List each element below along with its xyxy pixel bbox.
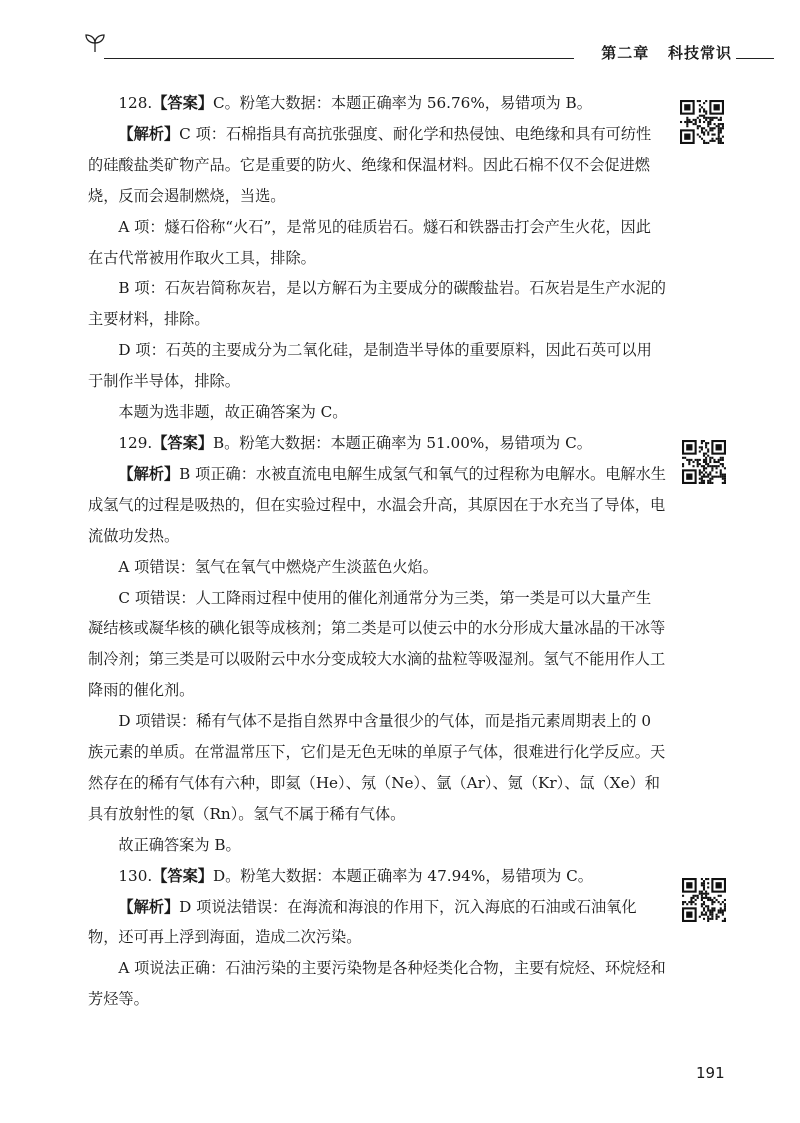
question-number: 128. — [118, 94, 153, 112]
explanation-tag: 【解析】 — [118, 124, 180, 143]
answer-line-128 — [88, 88, 666, 119]
answer-line-129 — [88, 428, 666, 459]
explanation-text: D 项说法错误：在海流和海浪的作用下，沉入海底的石油或石油氧化物，还可再上浮到海面，造成二次污染。 — [88, 897, 637, 947]
header-rule — [104, 58, 574, 59]
option-paragraph: A 项：燧石俗称“火石”，是常见的硅质岩石。燧石和铁器击打会产生火花，因此在古代常被用作取火工具，排除。 — [88, 217, 651, 267]
question-number: 130. — [118, 866, 153, 885]
option-paragraph: A 项错误：氢气在氧气中燃烧产生淡蓝色火焰。 — [118, 557, 438, 576]
conclusion-paragraph: 故正确答案为 B。 — [118, 835, 241, 854]
answer-line-130 — [88, 861, 666, 892]
explanation-tag: 【解析】 — [118, 897, 180, 916]
sprout-icon — [84, 32, 106, 54]
explanation-paragraph — [88, 459, 666, 552]
explanation-paragraph — [88, 892, 666, 954]
answer-tag: 【答案】 — [152, 866, 213, 885]
answer-content — [88, 88, 666, 1015]
qr-code-icon[interactable] — [682, 878, 726, 922]
section-label: 科技常识 — [667, 44, 732, 62]
chapter-label: 第二章 — [601, 44, 650, 62]
explanation-paragraph — [88, 119, 666, 212]
option-paragraph: D 项：石英的主要成分为二氧化硅，是制造半导体的重要原料，因此石英可以用于制作半导体，排除。 — [88, 341, 652, 391]
explanation-text: B 项正确：水被直流电电解生成氢气和氧气的过程称为电解水。电解水生成氢气的过程是吸热的，但在实验过程中，水温会升高，其原因在于水充当了导体，电流做功发热。 — [88, 464, 666, 545]
page-number: 191 — [696, 1064, 725, 1082]
question-number: 129. — [118, 433, 153, 452]
page-header — [84, 26, 774, 66]
qr-code-icon[interactable] — [680, 100, 724, 144]
explanation-tag: 【解析】 — [118, 464, 180, 483]
option-paragraph: C 项错误：人工降雨过程中使用的催化剂通常分为三类，第一类是可以大量产生凝结核或凝华核的碘化银等成核剂；第二类是可以使云中的水分形成大量冰晶的干冰等制冷剂；第三类是可以吸附云中水分变成较大水滴的盐粒等吸湿剂。氢气不能用作人工降雨的催化剂。 — [88, 588, 666, 700]
option-paragraph: D 项错误：稀有气体不是指自然界中含量很少的气体，而是指元素周期表上的 0 族元素的单质。在常温常压下，它们是无色无味的单原子气体，很难进行化学反应。天然存在的稀有气体有六种，即氦（He）、氖（Ne）、氩（Ar）、氪（Kr）、氙（Xe）和具有放射性的氡（Rn）。氢气不属于稀有气体。 — [88, 712, 666, 823]
answer-tag: 【答案】 — [152, 433, 213, 452]
option-paragraph: B 项：石灰岩简称灰岩，是以方解石为主要成分的碳酸盐岩。石灰岩是生产水泥的主要材料，排除。 — [88, 279, 666, 329]
option-paragraph: A 项说法正确：石油污染的主要污染物是各种烃类化合物，主要有烷烃、环烷烃和芳烃等。 — [88, 959, 666, 1009]
answer-tag: 【答案】 — [152, 94, 213, 112]
answer-text: B。粉笔大数据：本题正确率为 51.00%，易错项为 C。 — [212, 433, 592, 452]
header-rule — [736, 58, 774, 59]
answer-text: D。粉笔大数据：本题正确率为 47.94%，易错项为 C。 — [212, 866, 593, 885]
conclusion-paragraph: 本题为选非题，故正确答案为 C。 — [118, 403, 348, 422]
answer-text: C。粉笔大数据：本题正确率为 56.76%，易错项为 B。 — [212, 94, 592, 112]
chapter-title — [601, 42, 732, 63]
qr-code-icon[interactable] — [682, 440, 726, 484]
explanation-text: C 项：石棉指具有高抗张强度、耐化学和热侵蚀、电绝缘和具有可纺性的硅酸盐类矿物产品。它是重要的防火、绝缘和保温材料。因此石棉不仅不会促进燃烧，反而会遏制燃烧，当选。 — [88, 124, 652, 205]
